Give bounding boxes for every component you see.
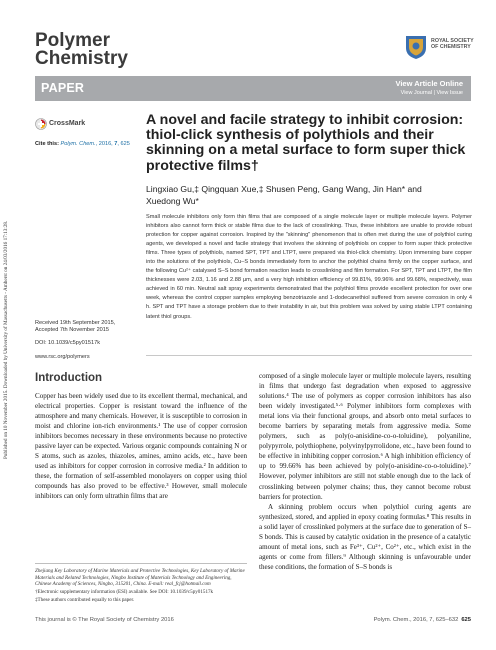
cite-prefix: Cite this: bbox=[35, 141, 59, 147]
doi-line[interactable]: DOI: 10.1039/c5py01517k bbox=[35, 340, 100, 347]
crossmark-badge[interactable] bbox=[35, 118, 85, 130]
rsc-logo bbox=[404, 34, 476, 64]
crossmark-icon bbox=[35, 118, 47, 130]
article-title: A novel and facile strategy to inhibit corrosion: thiol-click synthesis of polythiols and their skinning on a metal surface to form super thick protective films† bbox=[146, 112, 466, 174]
page-number: 625 bbox=[461, 617, 471, 623]
section-heading-introduction: Introduction bbox=[35, 372, 103, 384]
cite-year: , 2016, bbox=[95, 141, 113, 147]
view-article-online-link[interactable]: View Article Online bbox=[395, 79, 463, 88]
author-list: Lingxiao Gu,‡ Qingquan Xue,‡ Shusen Peng, Gang Wang, Jin Han* and Xuedong Wu* bbox=[146, 184, 422, 207]
cite-journal: Polym. Chem. bbox=[60, 141, 96, 147]
page-footer bbox=[35, 617, 471, 627]
body-paragraph: Copper has been widely used due to its excellent thermal, mechanical, and electrical properties. Copper is resistant toward the influence of the atmosphere and many chemicals. However, it is susceptible to corrosion in moist and chlorine ion-rich environments.¹ The use of copper corrosion inhibitors becomes necessary in these environments because no protective passive layer can be expected. Various organic compounds containing N or S atoms, such as azoles, thiazoles, amines, amino acids, etc., have been used as inhibitors for copper corrosion in corrosive media.² In addition to these, the formation of self-assembled monolayers on copper using thiol compounds has also proved to be effective.³ However, small molecule inhibitors can only form ultrathin films that are bbox=[35, 392, 247, 501]
footer-citation-text: Polym. Chem., 2016, 7, 625–632 bbox=[373, 617, 459, 623]
accepted-date: Accepted 7th November 2015 bbox=[35, 327, 110, 334]
received-info bbox=[35, 320, 140, 361]
cite-volume: 7 bbox=[112, 141, 118, 147]
rsc-logo-line1: ROYAL SOCIETY bbox=[431, 38, 474, 44]
article-type-label: PAPER bbox=[41, 81, 85, 95]
body-column-right bbox=[259, 371, 471, 572]
esi-footnote: †Electronic supplementary information (ESI) available. See DOI: 10.1039/c5py01517k bbox=[35, 589, 214, 595]
journal-title bbox=[35, 32, 128, 68]
footer-citation bbox=[374, 617, 471, 623]
rsc-logo-text bbox=[431, 38, 479, 51]
crossmark-label: CrossMark bbox=[49, 120, 86, 127]
view-journal-issue-links[interactable]: View Journal | View Issue bbox=[400, 90, 463, 96]
journal-website[interactable]: www.rsc.org/polymers bbox=[35, 353, 90, 360]
journal-title-line2: Chemistry bbox=[35, 48, 128, 69]
cite-reference[interactable] bbox=[61, 141, 130, 147]
rsc-crest-icon bbox=[404, 34, 428, 60]
body-column-left bbox=[35, 391, 247, 502]
abstract-divider bbox=[146, 355, 472, 356]
footnotes bbox=[35, 568, 247, 605]
article-type-bar bbox=[35, 76, 471, 101]
rsc-logo-line2: OF CHEMISTRY bbox=[431, 44, 471, 51]
footnote-divider bbox=[35, 563, 247, 564]
abstract: Small molecule inhibitors only form thin films that are composed of a single molecule layer or multiple molecule layers. Polymer inhibitors also cannot form thick or stable films due to the lack of crosslinking. Thus, these inhibitors are unable to provide robust protection for copper against corrosion. Inspired by the "skinning" phenomenon that is often met during the use of polythiol curing agents, we developed a novel and facile strategy that involves the skinning of polythiols on copper to form super thick protective films. Three types of polythiols, named SPT, TPT and LTPT, were prepared via thiol-click chemistry. Upon immersing bare copper into the solutions of the polythiols, Cu–S bonds immediately form to anchor the polythiol chains firmly on the copper surface, and the following Cu²⁺ catalysed S–S bond formation reaction leads to crosslinking and film formation. For SPT, TPT and LTPT, the film thicknesses were 2.03, 1.16 and 2.88 μm, and a very high inhibition efficiency of 99.81%, 99.96% and 99.68%, respectively, was achieved in 60 min. Neutral salt spray experiments demonstrated that the polythiol films provide excellent protection for over one week, whereas the control copper samples employing benzotriazole and 1-dodecanethiol suffered from severe corrosion in only 4 h. SPT and TPT have a storage problem due to their instability in air, but this problem was solved by using stable LTPT containing latent thiol groups. bbox=[146, 214, 472, 320]
received-date: Received 19th September 2015, bbox=[35, 320, 116, 326]
body-paragraph: composed of a single molecule layer or multiple molecule layers, resulting in films that undergo fast degradation when exposed to aggressive solutions.⁴ The use of polymers as copper corrosion inhibitors has also been widely investigated.⁵·⁶ Polymer inhibitors form complexes with metal ions via their functional groups, and absorb onto metal surfaces to become barriers by separating metals from aggressive media. Some polymers, such as poly(o-anisidine-co-o-toluidine), polyaniline, polypyrrole, polythiophene, polyvinylpyrrolidone, etc., have been found to be effective in inhibiting copper corrosion.⁶ A high inhibition efficiency of up to 99.66% has been achieved by poly(o-anisidine-co-o-toluidine).⁷ However, polymer inhibitors are still not stable enough due to the lack of crosslinking between polymer chains; thus, they cannot become robust barriers for protection. bbox=[259, 372, 471, 501]
download-note: Published on 10 November 2015. Downloaded by University of Massachusetts - Amherst on 24/03/2016 17:13:28. bbox=[3, 220, 9, 460]
citation-line bbox=[35, 141, 130, 147]
journal-title-line1: Polymer bbox=[35, 30, 110, 51]
cite-page: , 625 bbox=[117, 141, 130, 147]
equal-contribution-footnote: ‡These authors contributed equally to this paper. bbox=[35, 597, 135, 603]
footer-copyright: This journal is © The Royal Society of Chemistry 2016 bbox=[35, 617, 174, 623]
affiliation-footnote: Zhejiang Key Laboratory of Marine Materials and Protective Technologies, Key Laboratory of Marine Materials and Related Technologies, Ningbo Institute of Materials Technology and Engineering, Chinese Academy of Sciences, Ningbo, 315201, China. E-mail: real_fcj@hotmail.com bbox=[35, 568, 245, 587]
body-paragraph: A skinning problem occurs when polythiol curing agents are synthesized, stored, and applied in epoxy coating formulas.⁸ This results in a solid layer of crosslinked polymers at the surface due to generation of S–S bonds. This is caused by catalytic oxidation in the presence of a catalytic amount of metal ions, such as Fe³⁺, Cu²⁺, Co²⁺, etc., which exist in the agents or come from fillers.⁹ Although skinning is unfavourable under these conditions, the formation of S–S bonds is bbox=[259, 502, 471, 571]
